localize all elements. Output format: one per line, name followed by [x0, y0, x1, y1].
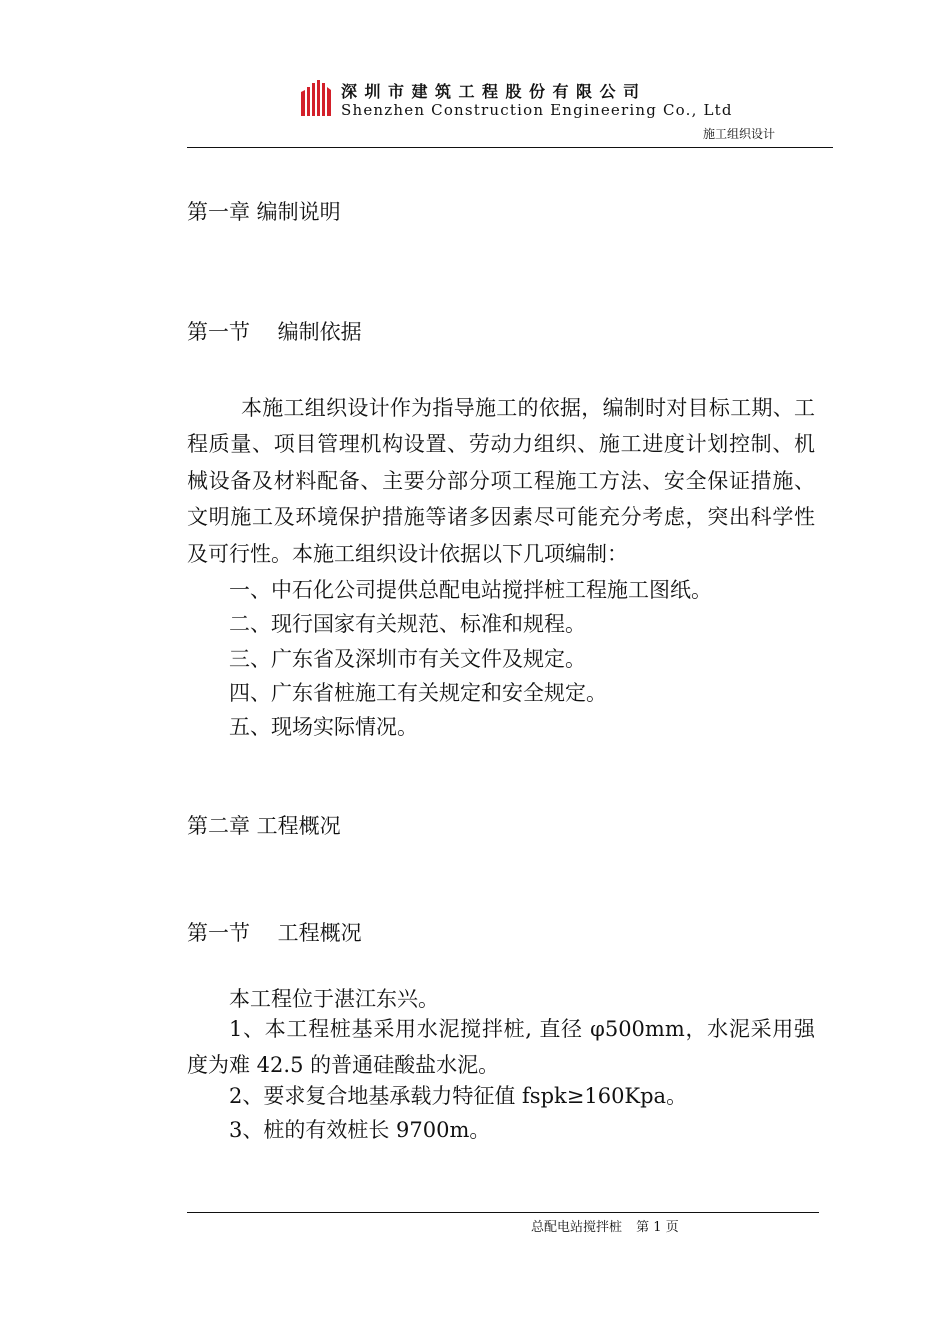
basis-item-5: 五、现场实际情况。	[229, 715, 418, 739]
document-type-label: 施工组织设计	[703, 127, 776, 141]
intro-paragraph: 本施工组织设计作为指导施工的依据，编制时对目标工期、工程质量、项目管理机构设置、劳动力组织、施工进度计划控制、机械设备及材料配备、主要分部分项工程施工方法、安全保证措施、文明施工及环境保护措施等诸多因素尽可能充分考虑，突出科学性及可行性。本施工组织设计依据以下几项编制：	[187, 396, 815, 566]
basis-item-3: 三、广东省及深圳市有关文件及规定。	[229, 647, 586, 671]
overview-item-3: 3、桩的有效桩长 9700m。	[229, 1118, 491, 1142]
section-2-heading: 第一节 工程概况	[187, 921, 362, 945]
page-number: 第 1 页	[636, 1220, 679, 1235]
project-location: 本工程位于湛江东兴。	[229, 987, 439, 1011]
overview-item-1: 1、本工程桩基采用水泥搅拌桩, 直径 φ500mm，水泥采用强度为难 42.5 的普通硅酸盐水泥。	[187, 1017, 815, 1078]
header-divider	[187, 147, 833, 148]
basis-item-1: 一、中石化公司提供总配电站搅拌桩工程施工图纸。	[229, 578, 712, 602]
company-name-en: Shenzhen Construction Engineering Co., Ltd	[341, 101, 733, 119]
chapter-2-heading: 第二章 工程概况	[187, 814, 341, 838]
page-footer	[531, 1216, 679, 1235]
overview-item-2: 2、要求复合地基承载力特征值 fspk≥160Kpa。	[229, 1084, 688, 1108]
company-logo	[301, 80, 331, 116]
basis-item-2: 二、现行国家有关规范、标准和规程。	[229, 612, 586, 636]
footer-divider	[187, 1212, 819, 1213]
chapter-1-heading: 第一章 编制说明	[187, 200, 341, 224]
section-1-heading: 第一节 编制依据	[187, 320, 362, 344]
company-name-cn: 深圳市建筑工程股份有限公司	[341, 82, 647, 101]
footer-project-name: 总配电站搅拌桩	[531, 1220, 623, 1235]
basis-item-4: 四、广东省桩施工有关规定和安全规定。	[229, 681, 607, 705]
